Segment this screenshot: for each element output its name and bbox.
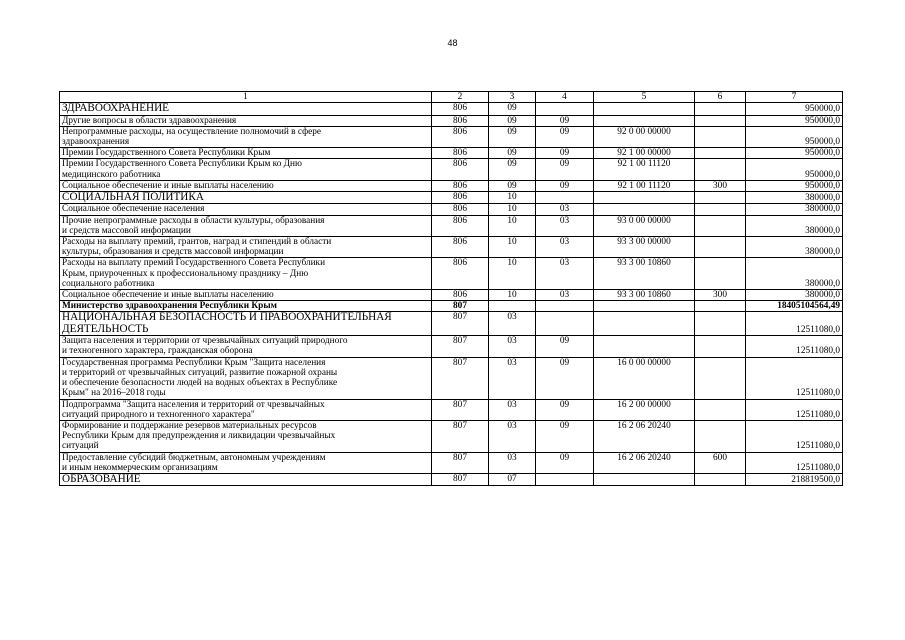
table-row bbox=[60, 126, 843, 147]
row-amount-cell: 12511080,0 bbox=[746, 312, 843, 336]
row-amount-cell: 12511080,0 bbox=[746, 420, 843, 452]
row-subsection-cell bbox=[536, 312, 594, 336]
row-section-cell: 10 bbox=[489, 258, 536, 290]
row-name-cell: Министерство здравоохранения Республики Крым bbox=[60, 301, 432, 312]
budget-table bbox=[59, 91, 843, 486]
row-subsection-cell: 09 bbox=[536, 452, 594, 473]
row-subsection-cell bbox=[536, 192, 594, 204]
table-row bbox=[60, 452, 843, 473]
table-row bbox=[60, 473, 843, 485]
row-subsection-cell: 09 bbox=[536, 399, 594, 420]
table-row bbox=[60, 115, 843, 126]
row-subsection-cell bbox=[536, 473, 594, 485]
row-target-article-cell bbox=[594, 115, 695, 126]
row-expense-type-cell bbox=[695, 215, 746, 236]
row-target-article-cell: 93 0 00 00000 bbox=[594, 215, 695, 236]
table-row bbox=[60, 420, 843, 452]
row-section-cell: 10 bbox=[489, 237, 536, 258]
row-expense-type-cell bbox=[695, 204, 746, 215]
row-target-article-cell: 92 1 00 11120 bbox=[594, 159, 695, 180]
row-expense-type-cell bbox=[695, 103, 746, 115]
table-body bbox=[60, 103, 843, 486]
row-code-cell: 806 bbox=[432, 126, 489, 147]
row-amount-cell: 950000,0 bbox=[746, 115, 843, 126]
row-name-cell: Расходы на выплату премий Государственного Совета Республики Крым, приуроченных к профессиональному празднику – Дню социального работника bbox=[60, 258, 432, 290]
row-name-cell: Подпрограмма "Защита населения и территорий от чрезвычайных ситуаций природного и техногенного характера" bbox=[60, 399, 432, 420]
row-target-article-cell: 16 0 00 00000 bbox=[594, 357, 695, 399]
row-code-cell: 807 bbox=[432, 473, 489, 485]
row-subsection-cell bbox=[536, 301, 594, 312]
row-code-cell: 807 bbox=[432, 312, 489, 336]
row-name-cell: Расходы на выплату премий, грантов, наград и стипендий в области культуры, образования и средств массовой информации bbox=[60, 237, 432, 258]
row-code-cell: 806 bbox=[432, 290, 489, 301]
row-target-article-cell: 93 3 00 10860 bbox=[594, 258, 695, 290]
row-target-article-cell: 16 2 00 00000 bbox=[594, 399, 695, 420]
row-name-cell: Непрограммные расходы, на осуществление полномочий в сфере здравоохранения bbox=[60, 126, 432, 147]
row-expense-type-cell bbox=[695, 399, 746, 420]
row-code-cell: 807 bbox=[432, 452, 489, 473]
row-subsection-cell: 03 bbox=[536, 204, 594, 215]
row-amount-cell: 12511080,0 bbox=[746, 336, 843, 357]
row-target-article-cell: 92 0 00 00000 bbox=[594, 126, 695, 147]
row-name-cell: Социальное обеспечение населения bbox=[60, 204, 432, 215]
row-expense-type-cell bbox=[695, 336, 746, 357]
header-col-2: 2 bbox=[432, 92, 489, 103]
header-col-1: 1 bbox=[60, 92, 432, 103]
row-target-article-cell: 93 3 00 10860 bbox=[594, 290, 695, 301]
row-amount-cell: 380000,0 bbox=[746, 204, 843, 215]
table-row bbox=[60, 237, 843, 258]
header-col-3: 3 bbox=[489, 92, 536, 103]
row-amount-cell: 380000,0 bbox=[746, 192, 843, 204]
table-row bbox=[60, 336, 843, 357]
row-subsection-cell: 03 bbox=[536, 290, 594, 301]
row-section-cell: 10 bbox=[489, 215, 536, 236]
row-target-article-cell bbox=[594, 301, 695, 312]
row-section-cell: 10 bbox=[489, 192, 536, 204]
row-subsection-cell: 09 bbox=[536, 148, 594, 159]
row-section-cell: 09 bbox=[489, 115, 536, 126]
row-name-cell: Государственная программа Республики Крым "Защита населения и территорий от чрезвычайных ситуаций, развитие пожарной охраны и обеспечение безопасности людей на водных объектах в Республике Крым" на 2016–2018 годы bbox=[60, 357, 432, 399]
row-code-cell: 807 bbox=[432, 420, 489, 452]
row-section-cell: 03 bbox=[489, 420, 536, 452]
row-subsection-cell: 09 bbox=[536, 420, 594, 452]
row-section-cell bbox=[489, 301, 536, 312]
table-row bbox=[60, 357, 843, 399]
row-amount-cell: 950000,0 bbox=[746, 180, 843, 191]
row-section-cell: 10 bbox=[489, 204, 536, 215]
row-expense-type-cell bbox=[695, 115, 746, 126]
row-section-cell: 09 bbox=[489, 159, 536, 180]
page-number: 48 bbox=[447, 38, 458, 48]
row-code-cell: 806 bbox=[432, 148, 489, 159]
row-amount-cell: 950000,0 bbox=[746, 148, 843, 159]
row-code-cell: 806 bbox=[432, 258, 489, 290]
row-name-cell: Предоставление субсидий бюджетным, автономным учреждениям и иным некоммерческим организациям bbox=[60, 452, 432, 473]
row-name-cell: Прочие непрограммные расходы в области культуры, образования и средств массовой информации bbox=[60, 215, 432, 236]
row-section-cell: 03 bbox=[489, 336, 536, 357]
row-name-cell: Защита населения и территории от чрезвычайных ситуаций природного и техногенного характера, гражданская оборона bbox=[60, 336, 432, 357]
row-name-cell: НАЦИОНАЛЬНАЯ БЕЗОПАСНОСТЬ И ПРАВООХРАНИТЕЛЬНАЯ ДЕЯТЕЛЬНОСТЬ bbox=[60, 312, 432, 336]
table-row bbox=[60, 180, 843, 191]
row-section-cell: 09 bbox=[489, 103, 536, 115]
row-amount-cell: 950000,0 bbox=[746, 103, 843, 115]
row-section-cell: 03 bbox=[489, 452, 536, 473]
table-row bbox=[60, 192, 843, 204]
row-section-cell: 10 bbox=[489, 290, 536, 301]
row-target-article-cell: 92 1 00 11120 bbox=[594, 180, 695, 191]
header-col-7: 7 bbox=[746, 92, 843, 103]
row-code-cell: 807 bbox=[432, 301, 489, 312]
row-expense-type-cell bbox=[695, 237, 746, 258]
row-section-cell: 09 bbox=[489, 126, 536, 147]
row-name-cell: СОЦИАЛЬНАЯ ПОЛИТИКА bbox=[60, 192, 432, 204]
row-code-cell: 806 bbox=[432, 115, 489, 126]
row-subsection-cell: 09 bbox=[536, 180, 594, 191]
row-code-cell: 807 bbox=[432, 357, 489, 399]
row-name-cell: ОБРАЗОВАНИЕ bbox=[60, 473, 432, 485]
row-code-cell: 806 bbox=[432, 215, 489, 236]
row-code-cell: 806 bbox=[432, 159, 489, 180]
row-name-cell: ЗДРАВООХРАНЕНИЕ bbox=[60, 103, 432, 115]
row-target-article-cell bbox=[594, 312, 695, 336]
row-target-article-cell: 16 2 06 20240 bbox=[594, 420, 695, 452]
row-expense-type-cell bbox=[695, 258, 746, 290]
row-subsection-cell: 03 bbox=[536, 258, 594, 290]
row-target-article-cell bbox=[594, 103, 695, 115]
row-expense-type-cell bbox=[695, 192, 746, 204]
row-code-cell: 806 bbox=[432, 237, 489, 258]
row-subsection-cell: 09 bbox=[536, 126, 594, 147]
row-amount-cell: 380000,0 bbox=[746, 215, 843, 236]
row-expense-type-cell bbox=[695, 148, 746, 159]
row-amount-cell: 950000,0 bbox=[746, 126, 843, 147]
header-col-4: 4 bbox=[536, 92, 594, 103]
row-name-cell: Премии Государственного Совета Республики Крым bbox=[60, 148, 432, 159]
table-row bbox=[60, 301, 843, 312]
row-amount-cell: 380000,0 bbox=[746, 290, 843, 301]
row-code-cell: 806 bbox=[432, 192, 489, 204]
row-expense-type-cell bbox=[695, 312, 746, 336]
row-amount-cell: 950000,0 bbox=[746, 159, 843, 180]
row-code-cell: 806 bbox=[432, 180, 489, 191]
row-target-article-cell: 93 3 00 00000 bbox=[594, 237, 695, 258]
row-name-cell: Социальное обеспечение и иные выплаты населению bbox=[60, 180, 432, 191]
row-code-cell: 807 bbox=[432, 399, 489, 420]
row-expense-type-cell bbox=[695, 420, 746, 452]
table-header-row bbox=[60, 92, 843, 103]
row-amount-cell: 380000,0 bbox=[746, 237, 843, 258]
row-expense-type-cell bbox=[695, 126, 746, 147]
header-col-5: 5 bbox=[594, 92, 695, 103]
table-row bbox=[60, 103, 843, 115]
row-expense-type-cell bbox=[695, 473, 746, 485]
row-code-cell: 807 bbox=[432, 336, 489, 357]
row-subsection-cell: 09 bbox=[536, 159, 594, 180]
row-section-cell: 09 bbox=[489, 180, 536, 191]
row-expense-type-cell: 300 bbox=[695, 290, 746, 301]
row-expense-type-cell bbox=[695, 159, 746, 180]
row-section-cell: 03 bbox=[489, 312, 536, 336]
row-section-cell: 03 bbox=[489, 399, 536, 420]
row-target-article-cell: 92 1 00 00000 bbox=[594, 148, 695, 159]
row-target-article-cell bbox=[594, 336, 695, 357]
row-code-cell: 806 bbox=[432, 204, 489, 215]
row-section-cell: 09 bbox=[489, 148, 536, 159]
row-amount-cell: 12511080,0 bbox=[746, 357, 843, 399]
row-expense-type-cell: 600 bbox=[695, 452, 746, 473]
table-row bbox=[60, 159, 843, 180]
table-row bbox=[60, 204, 843, 215]
row-expense-type-cell bbox=[695, 357, 746, 399]
row-amount-cell: 380000,0 bbox=[746, 258, 843, 290]
header-col-6: 6 bbox=[695, 92, 746, 103]
table-row bbox=[60, 290, 843, 301]
row-subsection-cell: 03 bbox=[536, 215, 594, 236]
row-expense-type-cell: 300 bbox=[695, 180, 746, 191]
row-subsection-cell: 09 bbox=[536, 357, 594, 399]
row-amount-cell: 12511080,0 bbox=[746, 399, 843, 420]
row-code-cell: 806 bbox=[432, 103, 489, 115]
row-subsection-cell bbox=[536, 103, 594, 115]
row-amount-cell: 18405104564,49 bbox=[746, 301, 843, 312]
row-target-article-cell bbox=[594, 192, 695, 204]
table-row bbox=[60, 312, 843, 336]
row-amount-cell: 218819500,0 bbox=[746, 473, 843, 485]
row-expense-type-cell bbox=[695, 301, 746, 312]
row-subsection-cell: 03 bbox=[536, 237, 594, 258]
row-name-cell: Формирование и поддержание резервов материальных ресурсов Республики Крым для предупреждения и ликвидации чрезвычайных ситуаций bbox=[60, 420, 432, 452]
row-name-cell: Другие вопросы в области здравоохранения bbox=[60, 115, 432, 126]
row-target-article-cell: 16 2 06 20240 bbox=[594, 452, 695, 473]
row-section-cell: 03 bbox=[489, 357, 536, 399]
row-section-cell: 07 bbox=[489, 473, 536, 485]
row-subsection-cell: 09 bbox=[536, 115, 594, 126]
row-amount-cell: 12511080,0 bbox=[746, 452, 843, 473]
row-subsection-cell: 09 bbox=[536, 336, 594, 357]
row-name-cell: Премии Государственного Совета Республики Крым ко Дню медицинского работника bbox=[60, 159, 432, 180]
row-target-article-cell bbox=[594, 204, 695, 215]
table-row bbox=[60, 258, 843, 290]
row-name-cell: Социальное обеспечение и иные выплаты населению bbox=[60, 290, 432, 301]
table-row bbox=[60, 215, 843, 236]
table-row bbox=[60, 148, 843, 159]
table-row bbox=[60, 399, 843, 420]
row-target-article-cell bbox=[594, 473, 695, 485]
